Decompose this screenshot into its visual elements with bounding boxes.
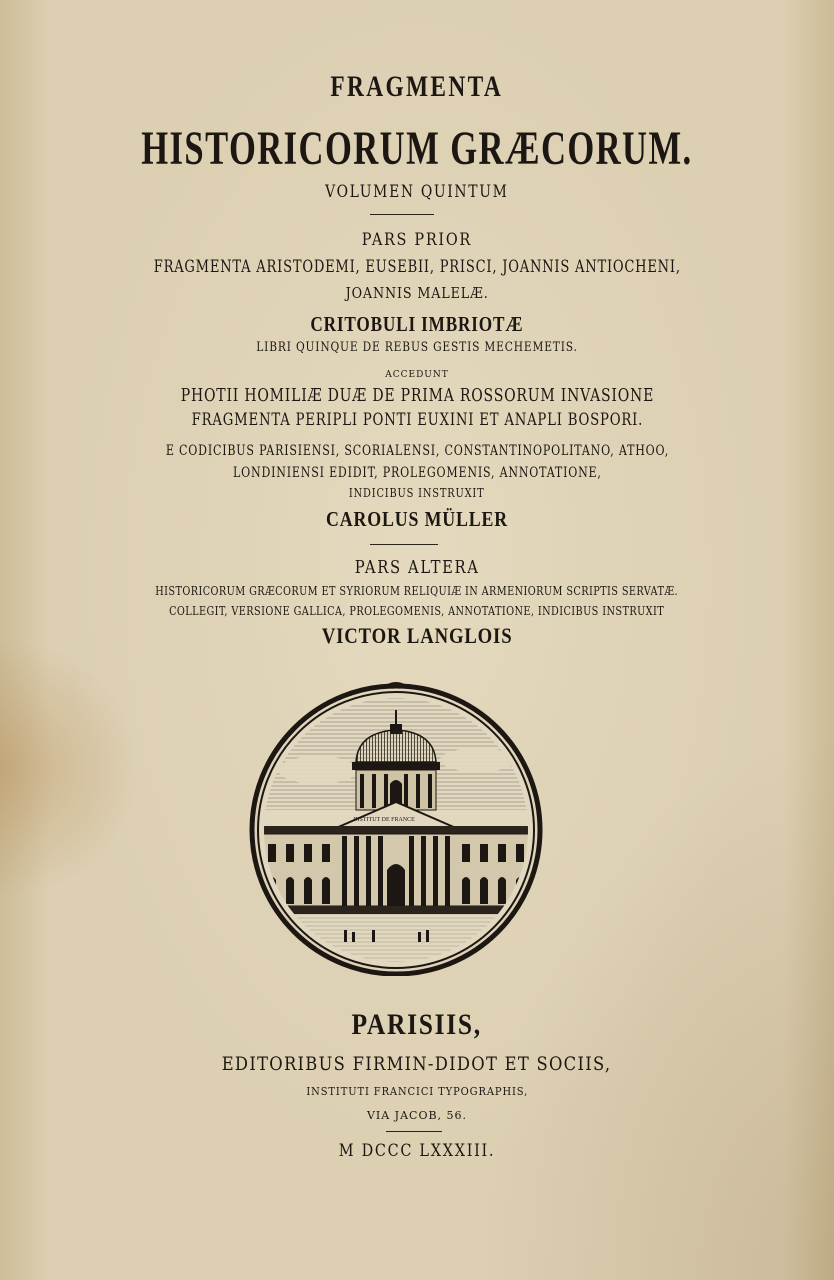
- pars-prior-line-1-text: FRAGMENTA ARISTODEMI, EUSEBII, PRISCI, JOANNIS ANTIOCHENI,: [153, 257, 681, 277]
- divider-2: [370, 544, 438, 545]
- critobulus-books: [0, 340, 834, 355]
- critobulus-heading-text: CRITOBULI IMBRIOTÆ: [310, 312, 524, 336]
- pars-altera-heading-text: PARS ALTERA: [354, 557, 480, 578]
- pars-altera-line-2-text: COLLEGIT, VERSIONE GALLICA, PROLEGOMENIS, ANNOTATIONE, INDICIBUS INSTRUXIT: [169, 604, 665, 618]
- pars-prior-heading: [0, 230, 834, 250]
- imprint-year: [0, 1141, 834, 1161]
- editor-muller: [0, 507, 834, 532]
- pars-altera-line-2: [0, 604, 834, 618]
- imprint-city-text: PARISIIS,: [351, 1008, 483, 1041]
- fragmenta-periplus-line-text: FRAGMENTA PERIPLI PONTI EUXINI ET ANAPLI BOSPORI.: [191, 410, 643, 430]
- divider-1: [370, 214, 434, 215]
- pars-prior-line-2-text: JOANNIS MALELÆ.: [345, 284, 489, 302]
- codices-line-2-text: LONDINIENSI EDIDIT, PROLEGOMENIS, ANNOTATIONE,: [232, 465, 602, 481]
- volume-label-text: VOLUMEN QUINTUM: [325, 182, 509, 202]
- pars-prior-heading-text: PARS PRIOR: [361, 230, 473, 250]
- editor-langlois-text: VICTOR LANGLOIS: [321, 623, 513, 648]
- codices-line-3: [0, 486, 834, 500]
- title-line-2: [0, 121, 834, 176]
- imprint-role: [0, 1085, 834, 1098]
- imprint-address: [0, 1109, 834, 1122]
- pars-altera-line-1-text: HISTORICORUM GRÆCORUM ET SYRIORUM RELIQUIÆ IN ARMENIORUM SCRIPTIS SERVATÆ.: [155, 584, 679, 598]
- editor-langlois: [0, 623, 834, 649]
- imprint-address-text: VIA JACOB, 56.: [366, 1109, 468, 1122]
- accedunt-label-text: ACCEDUNT: [385, 370, 449, 380]
- imprint-publisher-text: EDITORIBUS FIRMIN-DIDOT ET SOCIIS,: [222, 1053, 612, 1075]
- codices-line-1: [0, 443, 834, 459]
- accedunt-label: [0, 370, 834, 380]
- imprint-role-text: INSTITUTI FRANCICI TYPOGRAPHIS,: [306, 1085, 528, 1098]
- pars-altera-line-1: [0, 584, 834, 598]
- institut-de-france-seal: [248, 680, 544, 976]
- critobulus-heading: [0, 312, 834, 337]
- fragmenta-periplus-line: [0, 410, 834, 430]
- codices-line-2: [0, 465, 834, 481]
- imprint-year-text: M DCCC LXXXIII.: [338, 1141, 496, 1161]
- imprint-publisher: [0, 1053, 834, 1075]
- photii-line: [0, 385, 834, 406]
- divider-3: [386, 1131, 442, 1132]
- wing-cornice: [258, 826, 534, 834]
- critobulus-books-text: LIBRI QUINQUE DE REBUS GESTIS MECHEMETIS.: [256, 340, 578, 355]
- pars-prior-line-2: [0, 284, 834, 302]
- seal-inscription: INSTITUT DE FRANCE: [353, 817, 415, 823]
- pars-altera-heading: [0, 557, 834, 578]
- title-line-1: [0, 70, 834, 104]
- title-line-2-text: HISTORICORUM GRÆCORUM.: [141, 122, 693, 175]
- pars-prior-line-1: [0, 257, 834, 277]
- codices-line-1-text: E CODICIBUS PARISIENSI, SCORIALENSI, CONSTANTINOPOLITANO, ATHOO,: [165, 443, 669, 459]
- editor-muller-text: CAROLUS MÜLLER: [325, 507, 508, 531]
- terrace: [252, 906, 540, 914]
- volume-label: [0, 182, 834, 202]
- title-line-1-text: FRAGMENTA: [330, 70, 504, 103]
- codices-line-3-text: INDICIBUS INSTRUXIT: [349, 486, 485, 500]
- photii-line-text: PHOTII HOMILIÆ DUÆ DE PRIMA ROSSORUM INVASIONE: [180, 385, 654, 406]
- imprint-city: [0, 1008, 834, 1042]
- cloud-left: [278, 756, 358, 784]
